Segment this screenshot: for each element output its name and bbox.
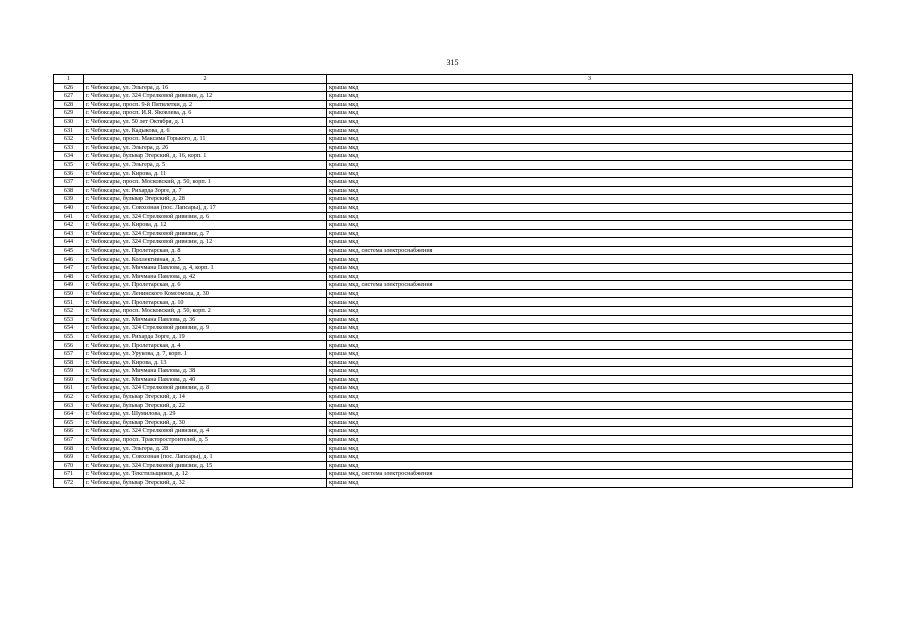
address-cell: г. Чебоксары, ул. Пролетарская, д. 10: [84, 298, 327, 307]
table-row: [54, 324, 853, 333]
table-row: [54, 289, 853, 298]
address-cell: г. Чебоксары, бульвар Эгерский, д. 14: [84, 392, 327, 401]
address-cell: г. Чебоксары, ул. Урукова, д. 7, корп. 1: [84, 350, 327, 359]
element-cell: крыша мкд: [327, 264, 853, 273]
element-cell: крыша мкд: [327, 117, 853, 126]
element-cell: крыша мкд: [327, 272, 853, 281]
row-number-cell: 667: [54, 435, 84, 444]
row-number-cell: 668: [54, 444, 84, 453]
address-cell: г. Чебоксары, бульвар Эгерский, д. 22: [84, 401, 327, 410]
table-row: [54, 427, 853, 436]
row-number-cell: 655: [54, 332, 84, 341]
row-number-cell: 629: [54, 109, 84, 118]
address-cell: г. Чебоксары, ул. 324 Стрелковой дивизии, д. 4: [84, 427, 327, 436]
table-header-row: [54, 75, 853, 84]
address-cell: г. Чебоксары, просп. Московский, д. 50, корп. 1: [84, 178, 327, 187]
row-number-cell: 633: [54, 143, 84, 152]
element-cell: крыша мкд: [327, 195, 853, 204]
address-cell: г. Чебоксары, ул. Мичмана Павлова, д. 42: [84, 272, 327, 281]
element-cell: крыша мкд: [327, 350, 853, 359]
row-number-cell: 670: [54, 461, 84, 470]
table-row: [54, 358, 853, 367]
element-cell: крыша мкд: [327, 375, 853, 384]
address-cell: г. Чебоксары, ул. 324 Стрелковой дивизии, д. 9: [84, 324, 327, 333]
row-number-cell: 644: [54, 238, 84, 247]
element-cell: крыша мкд: [327, 92, 853, 101]
element-cell: крыша мкд: [327, 109, 853, 118]
table-row: [54, 195, 853, 204]
element-cell: крыша мкд: [327, 289, 853, 298]
address-cell: г. Чебоксары, ул. Эльгера, д. 5: [84, 160, 327, 169]
element-cell: крыша мкд: [327, 444, 853, 453]
element-cell: крыша мкд: [327, 358, 853, 367]
row-number-cell: 650: [54, 289, 84, 298]
address-cell: г. Чебоксары, ул. 324 Стрелковой дивизии, д. 8: [84, 384, 327, 393]
element-cell: крыша мкд: [327, 238, 853, 247]
table-row: [54, 255, 853, 264]
element-cell: крыша мкд: [327, 152, 853, 161]
table-row: [54, 221, 853, 230]
row-number-cell: 637: [54, 178, 84, 187]
table-row: [54, 203, 853, 212]
row-number-cell: 666: [54, 427, 84, 436]
element-cell: крыша мкд: [327, 212, 853, 221]
element-cell: крыша мкд: [327, 332, 853, 341]
element-cell: крыша мкд, система электроснабжения: [327, 246, 853, 255]
row-number-cell: 660: [54, 375, 84, 384]
element-cell: крыша мкд: [327, 169, 853, 178]
address-cell: г. Чебоксары, просп. Московский, д. 50, корп. 2: [84, 307, 327, 316]
table-row: [54, 246, 853, 255]
row-number-cell: 663: [54, 401, 84, 410]
row-number-cell: 658: [54, 358, 84, 367]
address-cell: г. Чебоксары, ул. 324 Стрелковой дивизии, д. 12: [84, 92, 327, 101]
row-number-cell: 628: [54, 100, 84, 109]
address-cell: г. Чебоксары, ул. Кирова, д. 12: [84, 221, 327, 230]
element-cell: крыша мкд, система электроснабжения: [327, 470, 853, 479]
address-cell: г. Чебоксары, бульвар Эгерский, д. 30: [84, 418, 327, 427]
row-number-cell: 662: [54, 392, 84, 401]
address-cell: г. Чебоксары, ул. 50 лет Октября, д. 1: [84, 117, 327, 126]
row-number-cell: 631: [54, 126, 84, 135]
element-cell: крыша мкд: [327, 143, 853, 152]
address-cell: г. Чебоксары, просп. 9-й Пятилетки, д. 2: [84, 100, 327, 109]
table-row: [54, 315, 853, 324]
row-number-cell: 645: [54, 246, 84, 255]
address-cell: г. Чебоксары, бульвар Эгерский, д. 28: [84, 195, 327, 204]
element-cell: крыша мкд: [327, 307, 853, 316]
element-cell: крыша мкд: [327, 135, 853, 144]
element-cell: крыша мкд: [327, 178, 853, 187]
element-cell: крыша мкд, система электроснабжения: [327, 281, 853, 290]
table-row: [54, 109, 853, 118]
element-cell: крыша мкд: [327, 160, 853, 169]
element-cell: крыша мкд: [327, 126, 853, 135]
address-cell: г. Чебоксары, просп. И.Я. Яковлева, д. 6: [84, 109, 327, 118]
row-number-cell: 626: [54, 83, 84, 92]
row-number-cell: 642: [54, 221, 84, 230]
table-row: [54, 169, 853, 178]
row-number-cell: 657: [54, 350, 84, 359]
address-cell: г. Чебоксары, бульвар Эгерский, д. 32: [84, 478, 327, 487]
element-cell: крыша мкд: [327, 298, 853, 307]
address-cell: г. Чебоксары, ул. 324 Стрелковой дивизии, д. 15: [84, 461, 327, 470]
address-cell: г. Чебоксары, ул. Пролетарская, д. 8: [84, 246, 327, 255]
table-row: [54, 126, 853, 135]
row-number-cell: 654: [54, 324, 84, 333]
address-cell: г. Чебоксары, ул. Рихарда Зорге, д. 7: [84, 186, 327, 195]
table-row: [54, 401, 853, 410]
address-cell: г. Чебоксары, ул. Эльгера, д. 16: [84, 83, 327, 92]
element-cell: крыша мкд: [327, 229, 853, 238]
table-row: [54, 117, 853, 126]
address-cell: г. Чебоксары, ул. 324 Стрелковой дивизии, д. 7: [84, 229, 327, 238]
address-cell: г. Чебоксары, ул. Мичмана Павлова, д. 38: [84, 367, 327, 376]
table-row: [54, 100, 853, 109]
row-number-cell: 652: [54, 307, 84, 316]
element-cell: крыша мкд: [327, 367, 853, 376]
address-cell: г. Чебоксары, ул. Рихарда Зорге, д. 19: [84, 332, 327, 341]
row-number-cell: 651: [54, 298, 84, 307]
address-cell: г. Чебоксары, ул. Пролетарская, д. 4: [84, 341, 327, 350]
row-number-cell: 659: [54, 367, 84, 376]
address-cell: г. Чебоксары, бульвар Эгерский, д. 16, корп. 1: [84, 152, 327, 161]
table-row: [54, 178, 853, 187]
row-number-cell: 649: [54, 281, 84, 290]
table-row: [54, 444, 853, 453]
page-number: 315: [446, 58, 459, 67]
address-cell: г. Чебоксары, ул. Совхозная (пос. Лапсары), д. 17: [84, 203, 327, 212]
row-number-cell: 632: [54, 135, 84, 144]
table-row: [54, 212, 853, 221]
address-cell: г. Чебоксары, ул. Кадыкова, д. 6: [84, 126, 327, 135]
row-number-cell: 665: [54, 418, 84, 427]
row-number-cell: 661: [54, 384, 84, 393]
row-number-cell: 634: [54, 152, 84, 161]
address-cell: г. Чебоксары, ул. Кирова, д. 11: [84, 169, 327, 178]
row-number-cell: 646: [54, 255, 84, 264]
address-cell: г. Чебоксары, просп. Максима Горького, д. 11: [84, 135, 327, 144]
row-number-cell: 647: [54, 264, 84, 273]
table-row: [54, 461, 853, 470]
element-cell: крыша мкд: [327, 324, 853, 333]
element-cell: крыша мкд: [327, 221, 853, 230]
element-cell: крыша мкд: [327, 83, 853, 92]
element-cell: крыша мкд: [327, 427, 853, 436]
address-cell: г. Чебоксары, ул. Совхозная (пос. Лапсары), д. 1: [84, 453, 327, 462]
table-row: [54, 332, 853, 341]
address-cell: г. Чебоксары, ул. Эльгера, д. 26: [84, 143, 327, 152]
element-cell: крыша мкд: [327, 401, 853, 410]
address-cell: г. Чебоксары, просп. Тракторостроителей, д. 5: [84, 435, 327, 444]
address-cell: г. Чебоксары, ул. Шумилова, д. 29: [84, 410, 327, 419]
table-row: [54, 453, 853, 462]
address-cell: г. Чебоксары, ул. Эльгера, д. 28: [84, 444, 327, 453]
table-row: [54, 143, 853, 152]
address-cell: г. Чебоксары, ул. Мичмана Павлова, д. 36: [84, 315, 327, 324]
row-number-cell: 643: [54, 229, 84, 238]
registry-table-body: [54, 75, 853, 488]
table-row: [54, 83, 853, 92]
element-cell: крыша мкд: [327, 100, 853, 109]
table-row: [54, 298, 853, 307]
table-row: [54, 478, 853, 487]
table-row: [54, 367, 853, 376]
element-cell: крыша мкд: [327, 255, 853, 264]
address-cell: г. Чебоксары, ул. Текстильщиков, д. 12: [84, 470, 327, 479]
table-row: [54, 281, 853, 290]
table-row: [54, 160, 853, 169]
row-number-cell: 627: [54, 92, 84, 101]
element-cell: крыша мкд: [327, 418, 853, 427]
element-cell: крыша мкд: [327, 186, 853, 195]
column-header-number: 1: [54, 75, 84, 84]
element-cell: крыша мкд: [327, 315, 853, 324]
table-row: [54, 186, 853, 195]
row-number-cell: 638: [54, 186, 84, 195]
table-row: [54, 350, 853, 359]
address-cell: г. Чебоксары, ул. Пролетарская, д. 6: [84, 281, 327, 290]
element-cell: крыша мкд: [327, 341, 853, 350]
row-number-cell: 635: [54, 160, 84, 169]
row-number-cell: 653: [54, 315, 84, 324]
address-cell: г. Чебоксары, ул. Кирова, д. 13: [84, 358, 327, 367]
table-row: [54, 410, 853, 419]
element-cell: крыша мкд: [327, 384, 853, 393]
element-cell: крыша мкд: [327, 203, 853, 212]
row-number-cell: 664: [54, 410, 84, 419]
registry-table: [53, 74, 853, 488]
address-cell: г. Чебоксары, ул. Мичмана Павлова, д. 40: [84, 375, 327, 384]
address-cell: г. Чебоксары, ул. Мичмана Павлова, д. 4, корп. 1: [84, 264, 327, 273]
table-row: [54, 341, 853, 350]
table-row: [54, 135, 853, 144]
table-row: [54, 418, 853, 427]
row-number-cell: 641: [54, 212, 84, 221]
address-cell: г. Чебоксары, ул. 324 Стрелковой дивизии, д. 6: [84, 212, 327, 221]
table-row: [54, 92, 853, 101]
element-cell: крыша мкд: [327, 435, 853, 444]
row-number-cell: 656: [54, 341, 84, 350]
element-cell: крыша мкд: [327, 461, 853, 470]
table-row: [54, 375, 853, 384]
address-cell: г. Чебоксары, ул. 324 Стрелковой дивизии, д. 12: [84, 238, 327, 247]
element-cell: крыша мкд: [327, 392, 853, 401]
table-row: [54, 470, 853, 479]
table-row: [54, 307, 853, 316]
address-cell: г. Чебоксары, ул. Ленинского Комсомола, д. 30: [84, 289, 327, 298]
table-row: [54, 272, 853, 281]
row-number-cell: 639: [54, 195, 84, 204]
column-header-address: 2: [84, 75, 327, 84]
row-number-cell: 648: [54, 272, 84, 281]
table-row: [54, 229, 853, 238]
table-row: [54, 264, 853, 273]
element-cell: крыша мкд: [327, 410, 853, 419]
row-number-cell: 640: [54, 203, 84, 212]
table-row: [54, 384, 853, 393]
element-cell: крыша мкд: [327, 453, 853, 462]
column-header-element: 3: [327, 75, 853, 84]
table-row: [54, 435, 853, 444]
row-number-cell: 669: [54, 453, 84, 462]
row-number-cell: 672: [54, 478, 84, 487]
row-number-cell: 671: [54, 470, 84, 479]
address-cell: г. Чебоксары, ул. Коллективная, д. 5: [84, 255, 327, 264]
table-row: [54, 238, 853, 247]
row-number-cell: 630: [54, 117, 84, 126]
row-number-cell: 636: [54, 169, 84, 178]
element-cell: крыша мкд: [327, 478, 853, 487]
table-row: [54, 392, 853, 401]
table-row: [54, 152, 853, 161]
